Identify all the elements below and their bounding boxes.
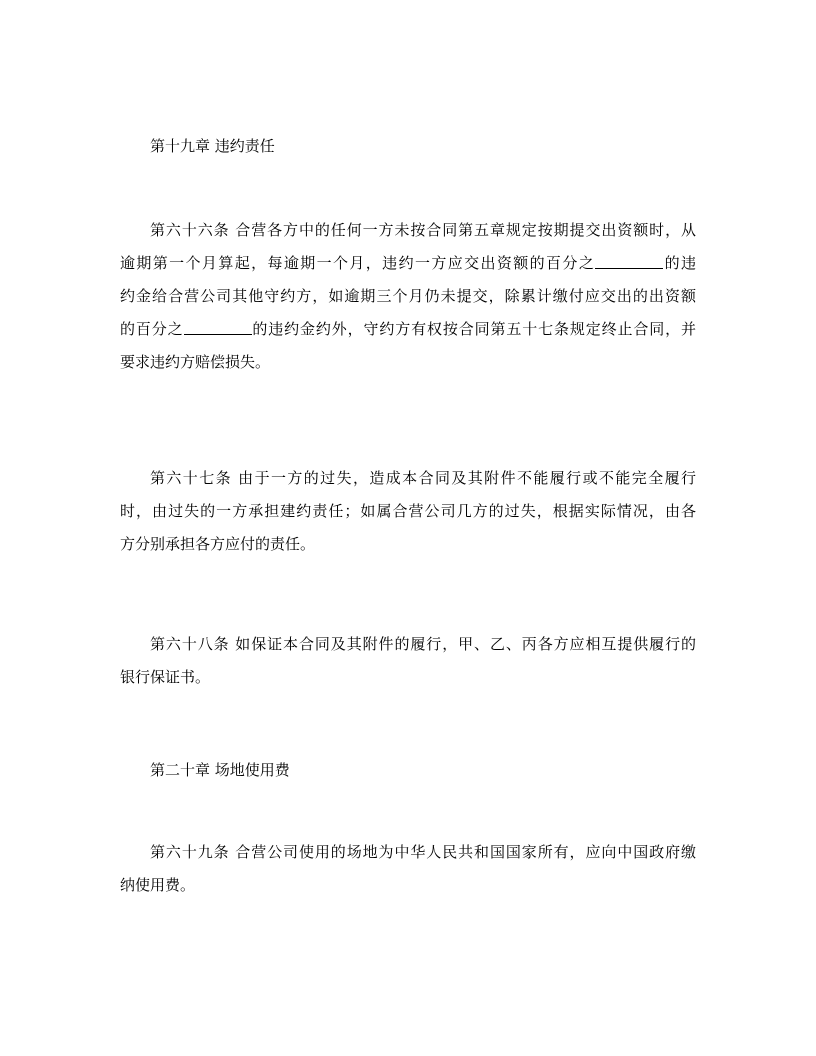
article-69-line-1: 第六十九条 合营公司使用的场地为中华人民共和国国家所有，应向中国政府缴 — [150, 843, 696, 861]
chapter-19-heading — [120, 130, 696, 163]
article-66-line-2-text: 逾期第一个月算起，每逾期一个月，违约一方应交出资额的百分之 — [120, 254, 596, 272]
article-68 — [120, 628, 696, 694]
article-66-line-4-tail: 的违约金约外，守约方有权按合同第五十七条规定终止合同，并 — [251, 320, 696, 338]
article-68-line-2: 银行保证书。 — [120, 668, 211, 686]
article-66-line-1: 第六十六条 合营各方中的任何一方未按合同第五章规定按期提交出资额时，从 — [150, 221, 696, 239]
fill-in-blank — [595, 254, 663, 269]
article-67 — [120, 462, 696, 561]
article-67-line-2: 时，由过失的一方承担建约责任；如属合营公司几方的过失，根据实际情况，由各 — [120, 502, 696, 520]
article-66-line-4 — [120, 313, 696, 346]
article-66-line-3: 约金给合营公司其他守约方，如逾期三个月仍未提交，除累计缴付应交出的出资额 — [120, 287, 696, 305]
article-68-line-1: 第六十八条 如保证本合同及其附件的履行，甲、乙、丙各方应相互提供履行的 — [150, 635, 696, 653]
chapter-20-title: 第二十章 场地使用费 — [150, 761, 290, 779]
article-66-line-2 — [120, 247, 696, 280]
article-69-line-2: 纳使用费。 — [120, 876, 196, 894]
article-67-line-3: 方分别承担各方应付的责任。 — [120, 535, 316, 553]
article-67-line-1: 第六十七条 由于一方的过失，造成本合同及其附件不能履行或不能完全履行 — [150, 469, 696, 487]
article-66-line-5: 要求违约方赔偿损失。 — [120, 353, 271, 371]
article-66-line-2-tail: 的违 — [663, 254, 696, 272]
article-66-line-4-text: 的百分之 — [120, 320, 184, 338]
article-66 — [120, 214, 696, 379]
chapter-20-heading — [120, 754, 696, 787]
fill-in-blank — [184, 320, 252, 335]
article-69 — [120, 836, 696, 902]
chapter-19-title: 第十九章 违约责任 — [150, 137, 275, 155]
